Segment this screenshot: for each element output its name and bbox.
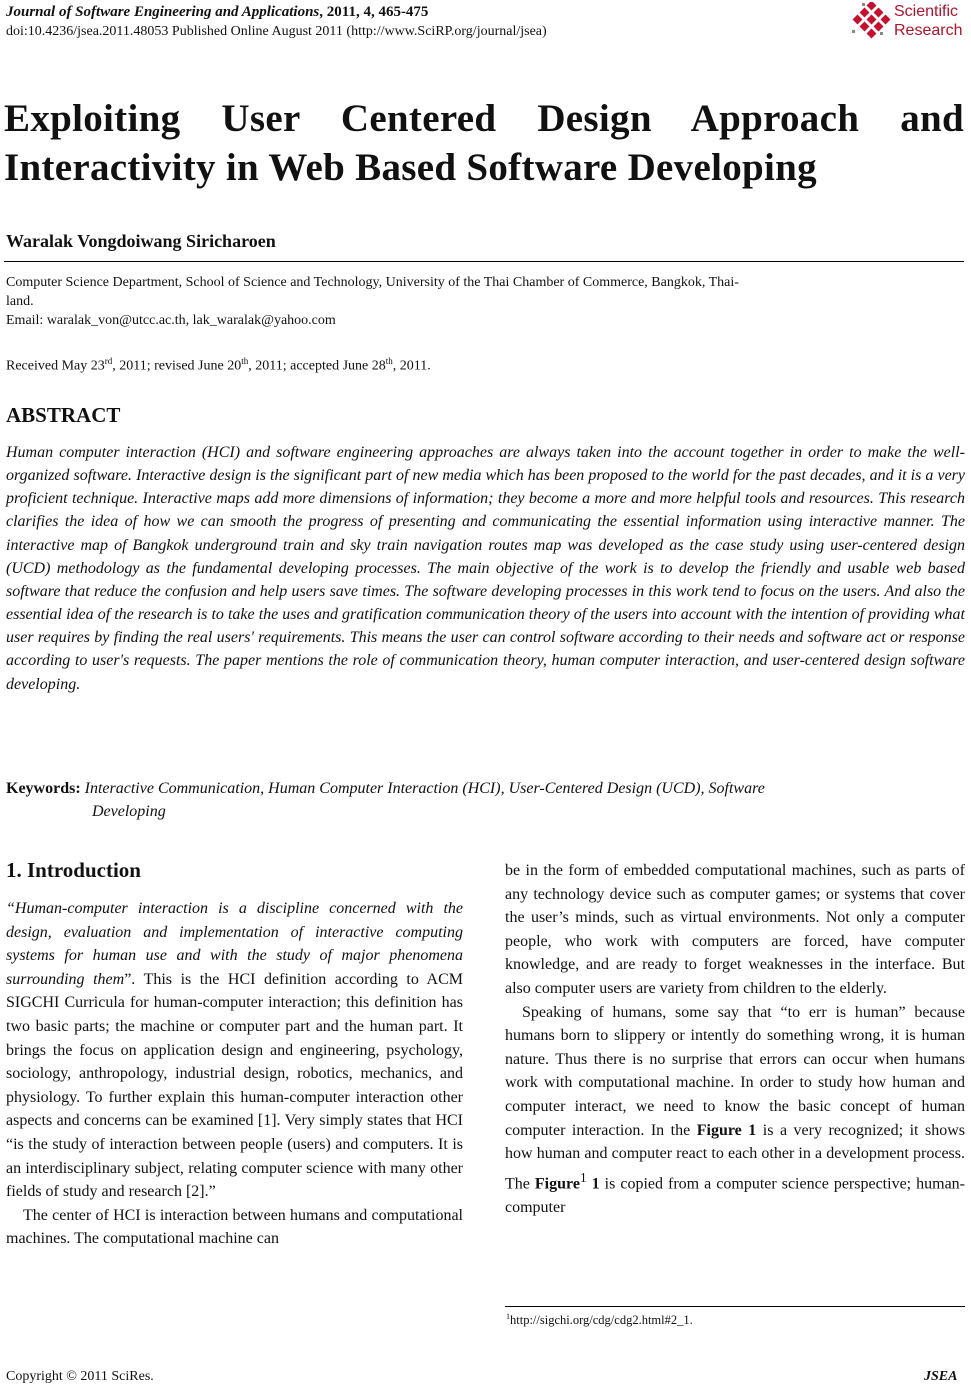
footnote-url[interactable]: http://sigchi.org/cdg/cdg2.html#2_1. <box>510 1313 693 1328</box>
title-line1: Exploiting User Centered Design Approach and <box>4 97 964 140</box>
keywords <box>6 777 965 823</box>
intro-paragraph-1-rest: ”. This is the HCI definition according to ACM SIGCHI Curricula for human-computer interaction; this definition has two basic parts; the machine or computer part and the human part. It brings the focus on application design and engineering, psychology, sociology, anthropology, industrial design, robotics, mechanics, and physiology. To further explain this human-computer interaction other aspects and concerns can be examined [1]. Very simply states that HCI “is the study of interaction between people (users) and computers. It is an interdisciplinary subject, relating computer science with many other fields of study and research [2].” <box>6 970 463 1201</box>
logo-line1: Scientific <box>894 3 959 20</box>
keywords-label: Keywords: <box>6 780 81 797</box>
intro-paragraph-3: be in the form of embedded computational machines, such as parts of any technology device such as computer games; or systems that cover the user’s minds, such as virtual environments. Not only a computer people, who work with computers are forced, have computer knowledge, and are ready to forget weaknesses in the interface. But also computer users are variety from children to the elderly. <box>505 862 965 997</box>
footnote <box>506 1312 693 1328</box>
accepted-end: , 2011. <box>392 358 431 374</box>
publisher-logo <box>850 2 968 42</box>
figure-reference-number: 1 <box>586 1175 600 1193</box>
intro-paragraph-4 <box>505 1001 965 1220</box>
intro-paragraph-1 <box>6 897 463 1204</box>
received-dates <box>6 356 431 375</box>
received-part: Received May 23 <box>6 358 105 374</box>
journal-header <box>6 4 428 21</box>
figure-1-reference[interactable]: Figure 1 <box>696 1121 757 1139</box>
copyright: Copyright © 2011 SciRes. <box>6 1369 154 1384</box>
author-divider <box>4 261 964 262</box>
logo-text <box>894 2 962 40</box>
para4-part-c: is copied from a computer science perspective; human-computer <box>505 1175 966 1216</box>
affiliation-line1: Computer Science Department, School of Science and Technology, University of the Thai Chamber of Commerce, Bangkok, Thai- <box>6 275 739 290</box>
intro-paragraph-2: The center of HCI is interaction between humans and computational machines. The computational machine can <box>6 1206 463 1248</box>
affiliation <box>6 273 961 330</box>
logo-line2: Research <box>894 22 963 39</box>
paper-title <box>4 94 964 192</box>
footnote-divider <box>505 1306 965 1307</box>
doi-line: doi:10.4236/jsea.2011.48053 Published Online August 2011 (http://www.SciRP.org/journal/jsea) <box>6 24 547 39</box>
abstract-text: Human computer interaction (HCI) and software engineering approaches are always taken into the account together in order to make the well-organized software. Interactive design is the significant part of new media which has been proposed to the world for the past decades, and it is a very proficient technique. Interactive maps add more dimensions of information; they become a more and more helpful tools and resources. This research clarifies the idea of how we can smooth the progress of presenting and communicating the essential information using interactive manner. The interactive map of Bangkok underground train and sky train navigation routes map was developed as the case study using user-centered design (UCD) methodology as the fundamental developing processes. The main objective of the work is to develop the friendly and usable web based software that reduce the confusion and help users save times. The software developing processes in this work tend to focus on the users. And also the essential idea of the research is to take the uses and gratification communication theory of the users into account with the intention of providing what user requires by finding the real users' requirements. This means the user can control software according to their needs and software act or response according to user's requests. The paper mentions the role of communication theory, human computer interaction, and user-centered design software developing. <box>6 444 965 693</box>
journal-volume: , 2011, 4, 465-475 <box>319 4 429 20</box>
footnote-number: 1 <box>506 1312 510 1321</box>
left-column <box>6 897 463 1251</box>
email: Email: waralak_von@utcc.ac.th, lak_waralak@yahoo.com <box>6 313 336 328</box>
received-sup: rd <box>104 356 113 366</box>
keywords-values: Interactive Communication, Human Computer Interaction (HCI), User-Centered Design (UCD), Software <box>80 780 765 797</box>
right-column <box>505 859 965 1219</box>
journal-name: Journal of Software Engineering and Applications <box>6 4 320 20</box>
journal-abbreviation: JSEA <box>924 1369 958 1384</box>
scientific-research-logo-icon <box>850 2 892 42</box>
para4-part-b: is a very recognized; it shows how human and computer react to each other in a development process. The <box>505 1121 966 1193</box>
footnote-marker[interactable]: 1 <box>579 1169 587 1185</box>
figure-reference[interactable]: Figure <box>534 1175 580 1193</box>
section-heading-introduction: 1. Introduction <box>6 858 141 882</box>
revised-part: , 2011; revised June 20 <box>112 358 242 374</box>
para4-part-a: Speaking of humans, some say that “to err is human” because humans born to slippery or intently do something wrong, it is human nature. Thus there is no surprise that errors can occur when humans work with computational machine. In order to study how human and computer interact, we need to know the basic concept of human computer interaction. In the <box>505 1003 965 1139</box>
abstract-heading: ABSTRACT <box>6 403 121 427</box>
title-line2: Interactivity in Web Based Software Developing <box>4 146 817 189</box>
accepted-part: , 2011; accepted June 28 <box>248 358 386 374</box>
hci-quote: “Human-computer interaction is a discipline concerned with the design, evaluation and implementation of interactive computing systems for human use and with the study of major phenomena surrounding them <box>6 900 463 988</box>
accepted-sup: th <box>385 356 393 366</box>
revised-sup: th <box>241 356 249 366</box>
author-name: Waralak Vongdoiwang Siricharoen <box>6 231 276 251</box>
affiliation-line2: land. <box>6 294 34 309</box>
keywords-continued: Developing <box>92 803 166 820</box>
